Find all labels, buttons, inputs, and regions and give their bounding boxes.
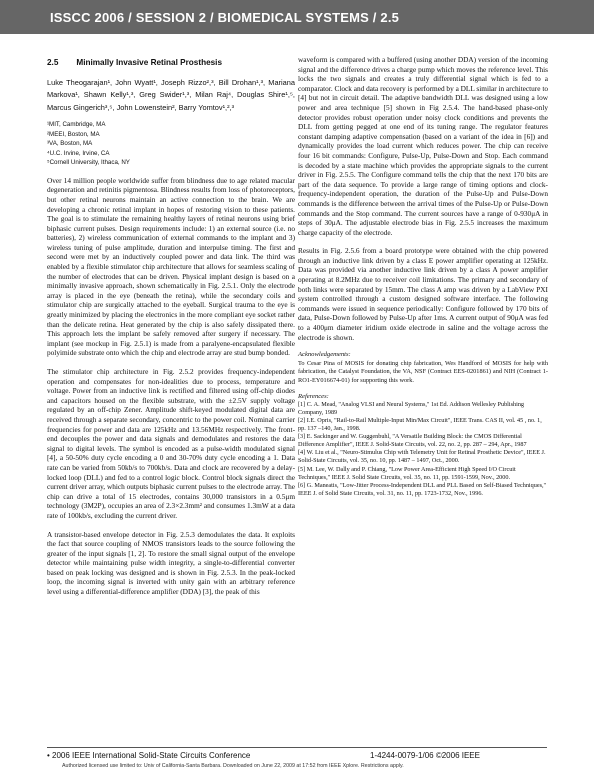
session-header-title: ISSCC 2006 / SESSION 2 / BIOMEDICAL SYSTEMS / 2.5 xyxy=(50,10,400,25)
reference-item: [5] M. Lee, W. Dally and P. Chiang, "Low Power Area-Efficient High Speed I/O Circuit Techniques," IEEE J. Solid State Circuits, vol. 35, no. 11, pp. 1591-1599, Nov., 2000. xyxy=(298,465,516,481)
footer-code: 1-4244-0079-1/06 ©2006 IEEE xyxy=(370,751,480,760)
acknowledgements-heading: Acknowledgements: xyxy=(298,351,351,359)
author-list: Luke Theogarajan¹, John Wyatt¹, Joseph Rizzo²,³, Bill Drohan¹,³, Mariana Markova¹, Shawn Kelly¹,³, Greg Swider¹,³, Milan Raj⁴, Douglas Shire¹,⁵, Marcus Gingerich³,⁵, John Lowenstein², Barry Yomtov¹,²,³ xyxy=(47,78,295,112)
reference-item: [1] C. A. Mead, "Analog VLSI and Neural Systems," 1st Ed. Addison Wellesley Publishing Company, 1989 xyxy=(298,400,525,416)
affiliation: ⁵Cornell University, Ithaca, NY xyxy=(47,159,130,167)
affiliation: ¹MIT, Cambridge, MA xyxy=(47,121,106,129)
acknowledgements-text: To Cesar Pina of MOSIS for donating chip fabrication, Wes Handford of MOSIS for help with fabrication, the Catalyst Foundation, the VA, NSF (Contract EES-0201861) and NIH (Contract 1-RO1-EY016674-01) for supporting this work. xyxy=(298,360,548,384)
session-header-bar xyxy=(0,0,594,34)
affiliation-list xyxy=(47,120,295,168)
body-paragraph: A transistor-based envelope detector in Fig. 2.5.3 demodulates the data. It exploits the fact that source coupling of NMOS transistors leads to the source following the greater of the input signals [1, 2]. To restore the small signal output of the envelope detector while maintaining pulse width integrity, a single-to-differential converter based on peak locking was designed and is shown in Fig. 2.5.3. In the peak-locked loop, the incoming signal is inverted with unity gain with an arbitrary reference level using a differential-difference amplifier (DDA) [3], the peak of this xyxy=(47,529,295,597)
references-heading: References: xyxy=(298,392,329,400)
body-paragraph: waveform is compared with a buffered (using another DDA) version of the incoming signal and the difference drives a charge pump which moves the reference level. This locks the two signals and creates a truly differential signal which is fed to a comparator. Clock and data recovery is performed by a DLL similar in architecture to [4] but not in circuit detail. The adaptive bandwidth DLL was designed using a low power and area technique [5] shown in Fig 2.5.4. The hand-based phase-only detector provides robust operation under noisy clock conditions and prevents the DLL from getting pegged at one end of its tuning range. The regulator features constant damping adaptive compensation (based on a variant of the idea in [6]) and dynamically provides the load current which reduces power. The chip can receive four 16 bit commands: Configure, Pulse-Up, Pulse-Down and Stop. Each command is decoded by a state machine which provides the appropriate signals to the current driver in Fig. 2.5.5. The Configure command tells the chip that the next 170 bits are part of the data sequence. To provide a large range of timing options and clock-frequency-independent operation, the duration of the Pulse-Up and Pulse-Down commands is the difference between the arrival times of the Pulse-Up or Pulse-Down commands and the Stop command. The current sources have a range of 0-930μA in steps of 30μA. The adjustable electrode bias in Fig. 2.5.5 increases the maximum charge capacity of the electrode. xyxy=(298,55,548,237)
body-paragraph: Over 14 million people worldwide suffer from blindness due to age related macular degeneration and retinitis pigmentosa. Blindness results from loss of photoreceptors, but other retinal neurons maintain an active connection to the brain. We are developing a chronic retinal implant in hopes of restoring vision to these patients. The goal is to stimulate the remaining healthy layers of retinal neurons using brief biphasic current pulses. Design requirements include: 1) an external source (i.e. no batteries), 2) wireless communication of external commands to the implant and 3) wireless tuning of pulse amplitude, duration and interpulse timing. The first and second were met by an inductively coupled power and data link. The third was enabled by a flexible stimulator chip architecture that allows for seamless scaling of the number of electrodes that can be driven. Physical implant design is based on a minimally invasive approach, shown schematically in Fig. 2.5.1. Only the electrode array is placed in the eye (beneath the retina), while the secondary coils and stimulator chip are surgically attached to the eyeball. Surgical trauma to the eye is greatly minimized by placing the electronics in the more compliant eye socket rather than the delicate retina. Heat generated by the chip is also safely dissipated there. This approach lets the implant be safely removed after surgery if necessary. The implant (see mockup in Fig. 2.5.1) is made from a paralyene-encapsulated flexible polyimide substrate onto which the chip and electrode array are stud bump bonded. xyxy=(47,175,295,358)
reference-item: [4] W. Liu et al., "Neuro-Stimulus Chip with Telemetry Unit for Retinal Prosthetic Device", IEEE J. Solid-State Circuits, vol. 35, no. 10, pp. 1487 – 1497, Oct., 2000. xyxy=(298,449,546,465)
body-paragraph: Results in Fig. 2.5.6 from a board prototype were obtained with the chip powered through an inductive link driven by a class E power amplifier operating at 125kHz. Data was provided via another inductive link driven by a class A power amplifier operating at 8.2MHz due to receiver coil limitations. The primary and secondary of both links were separated by 15mm. The class A amp was driven by a LabView PXI system controlled through a custom designed software interface. The following commands were issued in sequence periodically: Configure followed by 170 bits of data, Pulse-Down followed by Pulse-Up after 1ms. A current output of 90μA was fed to a 400μm diameter iridium oxide electrode in saline and the voltage across the electrode is shown. xyxy=(298,246,548,342)
left-column xyxy=(47,58,295,606)
reference-item: [6] G. Maneatis, "Low-Jitter Process-Independent DLL and PLL Based on Self-Biased Techniques," IEEE J. of Solid State Circuits, vol. 31, no. 11, pp. 1723-1732, Nov., 1996. xyxy=(298,481,547,497)
affiliation: ³VA, Boston, MA xyxy=(47,140,93,148)
footer-conference: • 2006 IEEE International Solid-State Circuits Conference xyxy=(47,751,251,760)
reference-item: [3] E. Sackinger and W. Guggenbuhl, "A Versatile Building Block: the CMOS Differential Difference Amplifier", IEEE J. Solid-State Circuits, vol. 22, no. 2, pp. 287 – 294, Apr., 1987 xyxy=(298,433,527,449)
paper-number: 2.5 xyxy=(47,58,59,67)
right-column xyxy=(298,55,548,498)
footer-divider xyxy=(47,747,547,748)
paper-title-line xyxy=(47,58,295,67)
affiliation: ⁴U.C. Irvine, Irvine, CA xyxy=(47,149,110,157)
license-notice: Authorized licensed use limited to: Univ of California-Santa Barbara. Downloaded on June 22, 2009 at 17:52 from IEEE Xplore. Restrictions apply. xyxy=(62,763,404,769)
body-paragraph: The stimulator chip architecture in Fig. 2.5.2 provides frequency-independent operation and compensates for non-idealities due to process, temperature and voltage. Power from an inductive link is rectified and filtered using off-chip diodes and capacitors housed on the flexible substrate, with the ±2.5V supply voltage regulated by an off-chip Zener. Amplitude shift-keyed modulated digital data are received through a separate secondary, concentric to the power coil. Nominal carrier frequencies for power and data are 125kHz and 13.56MHz respectively. The front-end decouples the power and data signals and demodulates and restores the data signal to digital levels. The symbol is encoded as a pulse-width modulated signal [4], a 50-50% duty cycle encoding a 0 and 30-70% duty cycle encoding a 1. Data rate can be varied from 50kb/s to 700kb/s. Data and clock are recovered by a delay-locked loop (DLL) and fed to a control logic block. Control block signals direct the current driver array, which outputs biphasic current pulses to the electrode array. The chip can drive a total of 15 electrodes, contains 30,000 transistors in a 0.5μm technology (3M2P), occupies an area of 2.3×2.3mm² and consumes 1.3mW at a data rate of 100kb/s, excluding the current driver. xyxy=(47,367,295,520)
reference-item: [2] I.E. Opris, "Rail-to-Rail Multiple-Input Min/Max Circuit", IEEE Trans. CAS II, vol. 45 , no. 1, pp. 137 –140, Jan., 1998. xyxy=(298,417,542,433)
affiliation: ²MEEI, Boston, MA xyxy=(47,130,100,138)
paper-title: Minimally Invasive Retinal Prosthesis xyxy=(76,58,223,67)
